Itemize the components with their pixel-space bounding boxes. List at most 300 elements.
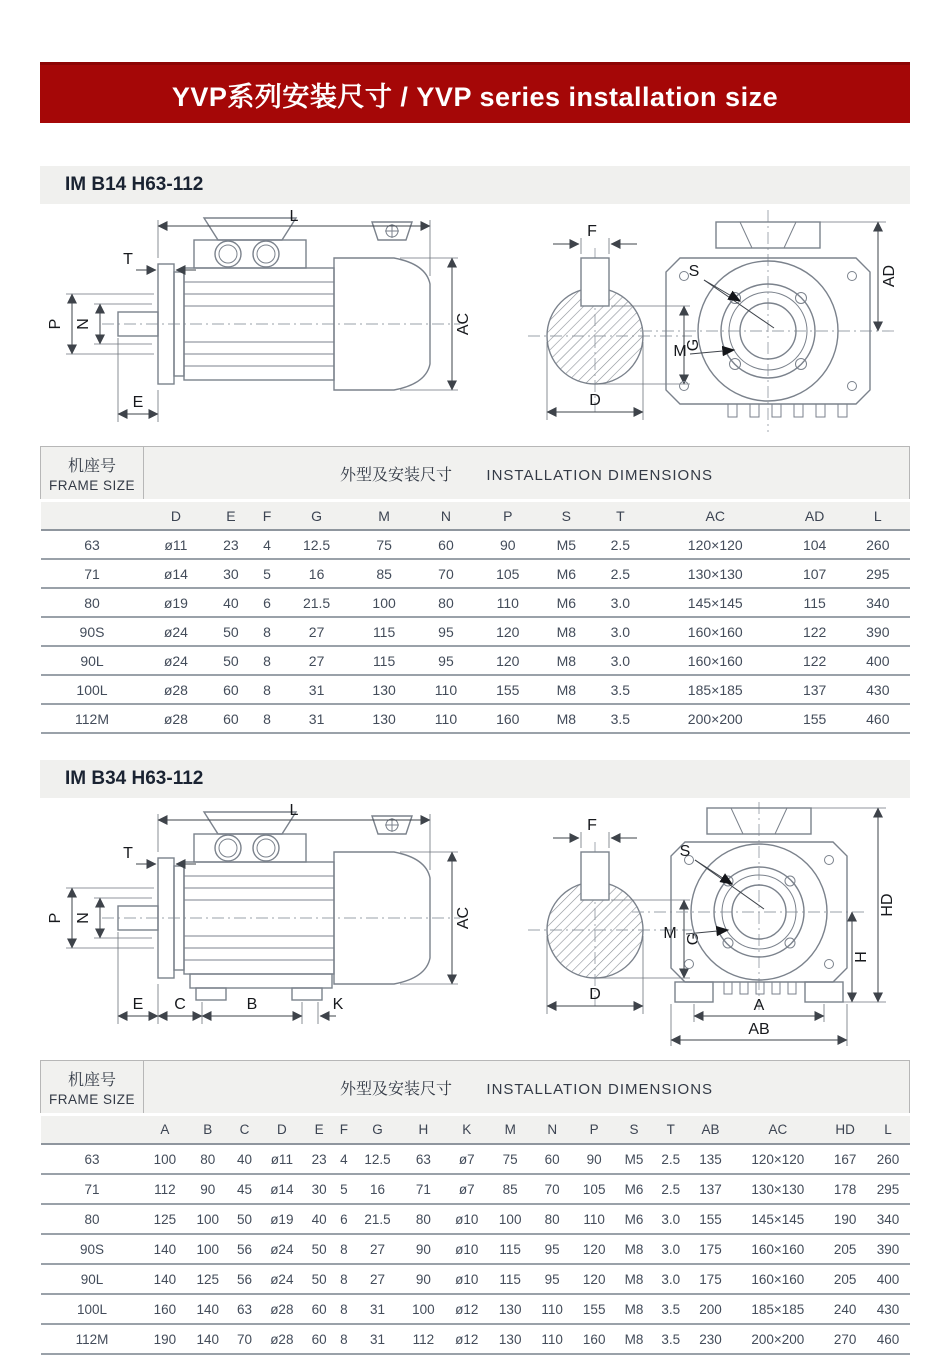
table-cell: M6 [539, 559, 593, 588]
table-cell: 120×120 [732, 1144, 824, 1174]
column-letters-row [41, 1115, 910, 1145]
table-cell: 31 [281, 704, 353, 733]
table-header-row [41, 1061, 910, 1115]
table-cell: M6 [539, 588, 593, 617]
table-cell: 70 [532, 1174, 573, 1204]
table-cell: 110 [532, 1324, 573, 1354]
table-row [41, 617, 910, 646]
table-cell: 100 [489, 1204, 532, 1234]
column-header: N [416, 501, 477, 531]
table-cell: 100 [402, 1294, 445, 1324]
table-cell: 160×160 [732, 1264, 824, 1294]
table-cell: 115 [489, 1234, 532, 1264]
table-cell: ø24 [144, 617, 209, 646]
dim-label-S: S [679, 843, 691, 860]
table-cell: 130 [353, 675, 416, 704]
table-cell: ø11 [144, 530, 209, 559]
table-cell: 50 [208, 617, 253, 646]
dim-label-C: C [174, 996, 186, 1013]
table-row [41, 1204, 910, 1234]
table-cell: 430 [867, 1294, 910, 1324]
dim-label-HD: HD [879, 893, 896, 917]
table-cell: 8 [335, 1234, 354, 1264]
table-cell: 260 [867, 1144, 910, 1174]
b14-dimension-table [40, 446, 910, 734]
table-cell: M6 [616, 1204, 653, 1234]
dim-label-AB: AB [748, 1021, 770, 1038]
table-cell: ø12 [445, 1324, 489, 1354]
table-cell: 3.0 [652, 1204, 689, 1234]
table-cell: M8 [616, 1324, 653, 1354]
frame-size-cell: 100L [41, 1294, 144, 1324]
table-cell: 200 [689, 1294, 732, 1324]
page-title: YVP系列安装尺寸 / YVP series installation size [171, 81, 779, 112]
table-cell: 115 [353, 646, 416, 675]
table-cell: 21.5 [281, 588, 353, 617]
table-cell: ø7 [445, 1144, 489, 1174]
table-cell: 105 [476, 559, 539, 588]
column-header: HD [824, 1115, 867, 1145]
motor-front-view [640, 210, 896, 432]
table-cell: 56 [229, 1264, 260, 1294]
column-header: P [476, 501, 539, 531]
column-header: P [573, 1115, 616, 1145]
frame-size-cell: 90L [41, 646, 144, 675]
installation-dimensions-header: 外型及安装尺寸 INSTALLATION DIMENSIONS [144, 1061, 910, 1115]
column-header: L [867, 1115, 910, 1145]
table-cell: 100 [144, 1144, 187, 1174]
frame-size-cell: 63 [41, 1144, 144, 1174]
frame-size-cell: 90S [41, 1234, 144, 1264]
column-header: T [652, 1115, 689, 1145]
table-cell: 30 [208, 559, 253, 588]
table-row [41, 1294, 910, 1324]
empty-corner-cell [41, 501, 144, 531]
table-cell: 80 [532, 1204, 573, 1234]
table-cell: 160×160 [647, 646, 783, 675]
frame-size-cell: 90L [41, 1264, 144, 1294]
table-cell: 50 [304, 1234, 335, 1264]
table-cell: 6 [253, 588, 280, 617]
table-cell: 90 [476, 530, 539, 559]
table-cell: 160×160 [647, 617, 783, 646]
column-header: N [532, 1115, 573, 1145]
table-cell: ø28 [144, 704, 209, 733]
table-cell: 130 [489, 1324, 532, 1354]
table-cell: 56 [229, 1234, 260, 1264]
column-header: A [144, 1115, 187, 1145]
table-cell: 110 [416, 704, 477, 733]
table-cell: 110 [416, 675, 477, 704]
table-cell: 120 [476, 646, 539, 675]
front-view-dimensions [673, 222, 898, 360]
table-cell: 60 [416, 530, 477, 559]
frame-size-cell: 71 [41, 1174, 144, 1204]
table-cell: 6 [335, 1204, 354, 1234]
table-cell: 40 [208, 588, 253, 617]
table-cell: 8 [253, 617, 280, 646]
dim-label-F: F [587, 223, 597, 240]
table-cell: 3.5 [593, 675, 647, 704]
dim-label-N: N [75, 912, 92, 924]
dim-label-M: M [673, 343, 687, 360]
table-cell: 190 [144, 1324, 187, 1354]
table-cell: 2.5 [593, 559, 647, 588]
table-cell: 30 [304, 1174, 335, 1204]
table-row [41, 1174, 910, 1204]
table-cell: 155 [573, 1294, 616, 1324]
column-header: F [253, 501, 280, 531]
table-cell: 3.0 [593, 588, 647, 617]
table-cell: ø14 [260, 1174, 304, 1204]
table-row [41, 675, 910, 704]
table-cell: 40 [304, 1204, 335, 1234]
table-cell: 31 [353, 1294, 402, 1324]
table-cell: ø14 [144, 559, 209, 588]
column-header: B [186, 1115, 229, 1145]
table-cell: 185×185 [732, 1294, 824, 1324]
table-cell: 430 [846, 675, 909, 704]
table-cell: 145×145 [647, 588, 783, 617]
table-cell: 75 [353, 530, 416, 559]
column-header: S [616, 1115, 653, 1145]
table-cell: 23 [208, 530, 253, 559]
table-cell: 8 [253, 704, 280, 733]
table-cell: 100 [186, 1234, 229, 1264]
table-cell: ø12 [445, 1294, 489, 1324]
table-row [41, 1264, 910, 1294]
table-cell: 31 [353, 1324, 402, 1354]
dim-label-D: D [589, 392, 601, 409]
table-cell: 120 [573, 1234, 616, 1264]
column-header: E [304, 1115, 335, 1145]
table-cell: 80 [186, 1144, 229, 1174]
table-cell: ø28 [260, 1324, 304, 1354]
dim-label-H: H [853, 951, 870, 963]
table-cell: 112 [144, 1174, 187, 1204]
dim-label-AC: AC [455, 906, 472, 930]
table-cell: 125 [186, 1264, 229, 1294]
table-cell: 105 [573, 1174, 616, 1204]
table-cell: 90 [573, 1144, 616, 1174]
frame-size-cell: 63 [41, 530, 144, 559]
table-cell: ø10 [445, 1204, 489, 1234]
table-row [41, 1144, 910, 1174]
table-cell: 27 [281, 646, 353, 675]
table-row [41, 530, 910, 559]
dim-label-K: K [332, 996, 344, 1013]
dim-label-M: M [663, 925, 677, 942]
column-header: K [445, 1115, 489, 1145]
table-cell: 45 [229, 1174, 260, 1204]
table-cell: 167 [824, 1144, 867, 1174]
table-cell: 75 [489, 1144, 532, 1174]
table-cell: 295 [867, 1174, 910, 1204]
table-cell: 240 [824, 1294, 867, 1324]
table-cell: 95 [416, 617, 477, 646]
dim-label-AD: AD [881, 264, 898, 288]
column-header: AC [647, 501, 783, 531]
table-cell: 135 [689, 1144, 732, 1174]
table-cell: 295 [846, 559, 909, 588]
column-header: T [593, 501, 647, 531]
frame-size-header: 机座号 FRAME SIZE [41, 447, 144, 501]
table-cell: 178 [824, 1174, 867, 1204]
table-cell: 2.5 [652, 1174, 689, 1204]
dim-label-F: F [587, 817, 597, 834]
shaft-section-view [528, 248, 692, 412]
table-row [41, 1324, 910, 1354]
frame-size-cell: 80 [41, 1204, 144, 1234]
table-cell: 21.5 [353, 1204, 402, 1234]
table-cell: 80 [416, 588, 477, 617]
table-cell: 27 [281, 617, 353, 646]
dim-label-N: N [75, 318, 92, 330]
table-cell: 205 [824, 1234, 867, 1264]
dim-label-T: T [123, 845, 133, 862]
table-cell: M8 [539, 617, 593, 646]
table-cell: ø7 [445, 1174, 489, 1204]
table-cell: 120 [573, 1264, 616, 1294]
table-cell: 27 [353, 1264, 402, 1294]
table-cell: 27 [353, 1234, 402, 1264]
table-cell: 12.5 [281, 530, 353, 559]
dim-label-S: S [688, 263, 700, 280]
table-cell: 130 [489, 1294, 532, 1324]
frame-size-header: 机座号 FRAME SIZE [41, 1061, 144, 1115]
table-cell: 390 [846, 617, 909, 646]
table-cell: M5 [616, 1144, 653, 1174]
b34-diagram [40, 800, 910, 1052]
table-cell: 160×160 [732, 1234, 824, 1264]
table-cell: ø19 [144, 588, 209, 617]
table-cell: M8 [539, 675, 593, 704]
table-cell: 230 [689, 1324, 732, 1354]
dim-label-T: T [123, 251, 133, 268]
table-cell: 112 [402, 1324, 445, 1354]
table-cell: 140 [186, 1324, 229, 1354]
column-header: M [353, 501, 416, 531]
column-header: G [353, 1115, 402, 1145]
table-cell: 110 [476, 588, 539, 617]
table-cell: M8 [616, 1294, 653, 1324]
table-cell: ø24 [260, 1264, 304, 1294]
dim-label-G: G [685, 338, 702, 352]
column-header: AD [783, 501, 846, 531]
frame-size-cell: 112M [41, 704, 144, 733]
front-view-dimensions [663, 808, 896, 1046]
table-cell: ø11 [260, 1144, 304, 1174]
table-cell: 2.5 [593, 530, 647, 559]
dim-label-L: L [289, 208, 299, 225]
dim-label-A: A [753, 997, 765, 1014]
dim-label-E: E [132, 996, 144, 1013]
dim-label-E: E [132, 394, 144, 411]
installation-dimensions-header: 外型及安装尺寸 INSTALLATION DIMENSIONS [144, 447, 910, 501]
table-cell: 23 [304, 1144, 335, 1174]
b34-dimension-table [40, 1060, 910, 1355]
table-cell: 5 [253, 559, 280, 588]
table-cell: 8 [335, 1294, 354, 1324]
column-header: C [229, 1115, 260, 1145]
table-cell: 205 [824, 1264, 867, 1294]
column-header: D [144, 501, 209, 531]
column-header: D [260, 1115, 304, 1145]
column-header: E [208, 501, 253, 531]
table-cell: 340 [846, 588, 909, 617]
table-cell: 460 [867, 1324, 910, 1354]
table-cell: 60 [208, 704, 253, 733]
table-cell: 160 [476, 704, 539, 733]
table-cell: 80 [402, 1204, 445, 1234]
table-cell: ø24 [260, 1234, 304, 1264]
table-cell: 3.5 [652, 1324, 689, 1354]
table-cell: 140 [144, 1234, 187, 1264]
empty-corner-cell [41, 1115, 144, 1145]
page [40, 62, 910, 1355]
column-header: AC [732, 1115, 824, 1145]
column-header: H [402, 1115, 445, 1145]
table-cell: 70 [416, 559, 477, 588]
side-view-dimensions [47, 802, 472, 1024]
table-cell: 270 [824, 1324, 867, 1354]
table-cell: 137 [783, 675, 846, 704]
dim-label-D: D [589, 986, 601, 1003]
table-row [41, 646, 910, 675]
table-cell: 85 [353, 559, 416, 588]
frame-size-cell: 90S [41, 617, 144, 646]
section-title-b34: IM B34 H63-112 [40, 760, 910, 798]
table-cell: 115 [489, 1264, 532, 1294]
table-cell: 115 [353, 617, 416, 646]
table-cell: 145×145 [732, 1204, 824, 1234]
table-cell: 160 [573, 1324, 616, 1354]
table-cell: 90 [402, 1234, 445, 1264]
table-cell: 8 [253, 675, 280, 704]
table-cell: 60 [208, 675, 253, 704]
table-row [41, 559, 910, 588]
table-cell: 8 [253, 646, 280, 675]
table-cell: 122 [783, 617, 846, 646]
column-header: S [539, 501, 593, 531]
table-cell: 71 [402, 1174, 445, 1204]
table-cell: 63 [229, 1294, 260, 1324]
dim-label-G: G [685, 932, 702, 946]
frame-size-cell: 112M [41, 1324, 144, 1354]
table-cell: 70 [229, 1324, 260, 1354]
dim-label-AC: AC [455, 312, 472, 336]
b14-diagram [40, 206, 910, 438]
table-cell: 3.0 [652, 1264, 689, 1294]
table-cell: 31 [281, 675, 353, 704]
table-cell: 4 [335, 1144, 354, 1174]
table-cell: 5 [335, 1174, 354, 1204]
dim-label-L: L [289, 802, 299, 819]
column-header: M [489, 1115, 532, 1145]
table-cell: M8 [539, 704, 593, 733]
table-cell: M5 [539, 530, 593, 559]
table-cell: 155 [476, 675, 539, 704]
table-cell: 190 [824, 1204, 867, 1234]
table-cell: 16 [353, 1174, 402, 1204]
table-cell: 8 [335, 1264, 354, 1294]
column-letters-row [41, 501, 910, 531]
dim-label-P: P [47, 912, 64, 924]
table-cell: 155 [783, 704, 846, 733]
table-cell: 63 [402, 1144, 445, 1174]
table-cell: 200×200 [647, 704, 783, 733]
table-cell: 16 [281, 559, 353, 588]
table-cell: 90 [402, 1264, 445, 1294]
shaft-section-view [528, 842, 692, 1006]
motor-front-view [632, 802, 864, 1010]
table-cell: 130×130 [647, 559, 783, 588]
table-cell: 110 [573, 1204, 616, 1234]
table-cell: 95 [416, 646, 477, 675]
table-cell: 85 [489, 1174, 532, 1204]
table-cell: 12.5 [353, 1144, 402, 1174]
table-cell: 3.0 [652, 1234, 689, 1264]
table-cell: 130 [353, 704, 416, 733]
table-cell: 460 [846, 704, 909, 733]
dim-label-P: P [47, 318, 64, 330]
table-cell: 50 [229, 1204, 260, 1234]
table-cell: 140 [186, 1294, 229, 1324]
table-cell: 122 [783, 646, 846, 675]
table-cell: 115 [783, 588, 846, 617]
table-cell: 50 [304, 1264, 335, 1294]
table-cell: 50 [208, 646, 253, 675]
table-cell: 8 [335, 1324, 354, 1354]
column-header: AB [689, 1115, 732, 1145]
section-title-b14: IM B14 H63-112 [40, 166, 910, 204]
table-cell: 120 [476, 617, 539, 646]
table-cell: M8 [539, 646, 593, 675]
table-cell: 130×130 [732, 1174, 824, 1204]
table-cell: 185×185 [647, 675, 783, 704]
table-row [41, 1234, 910, 1264]
table-cell: 340 [867, 1204, 910, 1234]
table-cell: 155 [689, 1204, 732, 1234]
frame-size-cell: 80 [41, 588, 144, 617]
table-cell: 100 [353, 588, 416, 617]
motor-side-view [102, 218, 460, 390]
table-header-row [41, 447, 910, 501]
table-cell: 160 [144, 1294, 187, 1324]
table-cell: 120×120 [647, 530, 783, 559]
table-cell: M8 [616, 1234, 653, 1264]
table-cell: 400 [846, 646, 909, 675]
table-cell: 60 [304, 1324, 335, 1354]
table-cell: ø24 [144, 646, 209, 675]
table-cell: 40 [229, 1144, 260, 1174]
frame-size-cell: 100L [41, 675, 144, 704]
table-cell: 100 [186, 1204, 229, 1234]
table-cell: 3.5 [652, 1294, 689, 1324]
table-cell: 390 [867, 1234, 910, 1264]
table-cell: M8 [616, 1264, 653, 1294]
table-cell: 60 [532, 1144, 573, 1174]
table-cell: 175 [689, 1264, 732, 1294]
table-cell: 3.5 [593, 704, 647, 733]
table-cell: 3.0 [593, 646, 647, 675]
column-header: F [335, 1115, 354, 1145]
table-row [41, 588, 910, 617]
table-cell: ø28 [260, 1294, 304, 1324]
table-cell: 95 [532, 1264, 573, 1294]
table-cell: 260 [846, 530, 909, 559]
table-cell: 90 [186, 1174, 229, 1204]
